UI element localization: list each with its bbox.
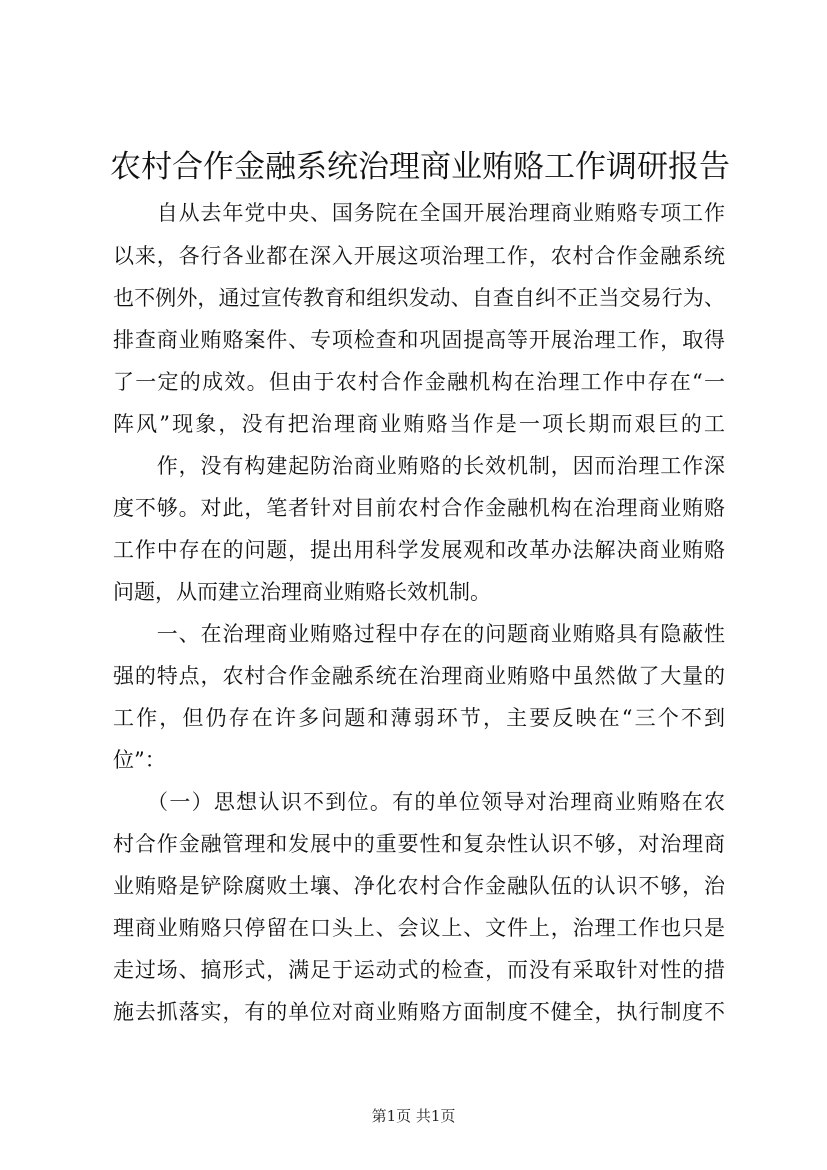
body-line-11: 一、在治理商业贿赂过程中存在的问题商业贿赂具有隐蔽性: [113, 622, 725, 646]
body-line-2: 以来，各行各业都在深入开展这项治理工作，农村合作金融系统: [113, 244, 725, 268]
body-line-12: 强的特点，农村合作金融系统在治理商业贿赂中虽然做了大量的: [113, 664, 725, 688]
body-line-19: 走过场、搞形式，满足于运动式的检查，而没有采取针对性的措: [113, 958, 725, 982]
body-line-6: 阵风”现象，没有把治理商业贿赂当作是一项长期而艰巨的工: [113, 412, 725, 436]
page-footer: 第1页 共1页: [371, 1107, 456, 1125]
body-line-5: 了一定的成效。但由于农村合作金融机构在治理工作中存在“一: [113, 370, 725, 394]
body-line-3: 也不例外，通过宣传教育和组织发动、自查自纠不正当交易行为、: [113, 286, 725, 310]
body-line-15: （一）思想认识不到位。有的单位领导对治理商业贿赂在农: [113, 790, 725, 814]
body-line-13: 工作，但仍存在许多问题和薄弱环节，主要反映在“三个不到: [113, 706, 725, 730]
body-line-14: 位”：: [113, 748, 166, 772]
body-line-1: 自从去年党中央、国务院在全国开展治理商业贿赂专项工作: [113, 201, 725, 225]
body-line-10: 问题，从而建立治理商业贿赂长效机制。: [113, 580, 491, 604]
body-line-9: 工作中存在的问题，提出用科学发展观和改革办法解决商业贿赂: [113, 538, 725, 562]
body-line-4: 排查商业贿赂案件、专项检查和巩固提高等开展治理工作，取得: [113, 328, 725, 352]
body-line-7: 作，没有构建起防治商业贿赂的长效机制，因而治理工作深: [113, 454, 725, 478]
document-title: 农村合作金融系统治理商业贿赂工作调研报告: [110, 149, 730, 185]
body-line-8: 度不够。对此，笔者针对目前农村合作金融机构在治理商业贿赂: [113, 496, 725, 520]
body-line-17: 业贿赂是铲除腐败土壤、净化农村合作金融队伍的认识不够，治: [113, 874, 725, 898]
body-line-18: 理商业贿赂只停留在口头上、会议上、文件上，治理工作也只是: [113, 916, 725, 940]
body-line-16: 村合作金融管理和发展中的重要性和复杂性认识不够，对治理商: [113, 832, 725, 856]
body-line-20: 施去抓落实，有的单位对商业贿赂方面制度不健全，执行制度不: [113, 1000, 725, 1024]
